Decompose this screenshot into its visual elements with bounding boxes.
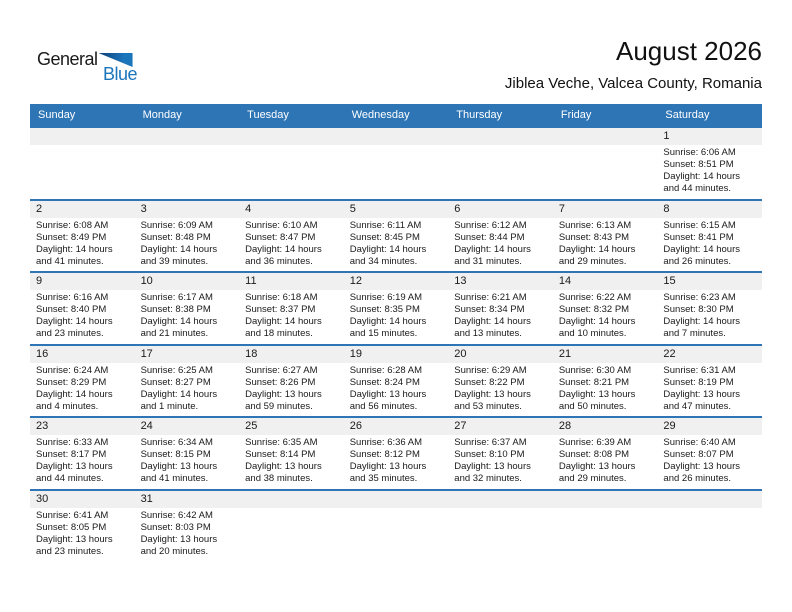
day-number: 2 <box>30 201 135 218</box>
daylight-text-line1: Daylight: 13 hours <box>454 388 531 400</box>
daylight-text-line2: and 41 minutes. <box>140 473 209 484</box>
daylight-text-line2: and 23 minutes. <box>36 545 104 557</box>
sunrise-text: Sunrise: 6:19 AM <box>349 292 423 303</box>
daylight-text-line1: Daylight: 14 hours <box>558 316 636 327</box>
sunrise-text: Sunrise: 6:40 AM <box>663 437 736 448</box>
day-number <box>344 128 449 145</box>
day-details <box>30 218 135 271</box>
general-blue-logo <box>37 50 137 82</box>
daylight-text-line1: Daylight: 14 hours <box>454 243 531 255</box>
day-number: 8 <box>657 201 762 218</box>
day-number <box>448 491 553 508</box>
day-cell-3 <box>135 201 240 272</box>
day-cell-empty <box>135 128 240 199</box>
daylight-text-line2: and 35 minutes. <box>349 473 418 484</box>
weekday-label-thursday: Thursday <box>456 109 503 121</box>
day-number: 28 <box>553 418 658 435</box>
day-details <box>135 435 240 488</box>
sunrise-text: Sunrise: 6:36 AM <box>349 437 423 448</box>
day-number: 11 <box>239 273 344 290</box>
day-number <box>239 491 344 508</box>
weekday-header-row <box>30 104 762 126</box>
sunrise-text: Sunrise: 6:22 AM <box>558 292 632 303</box>
daylight-text-line1: Daylight: 13 hours <box>245 388 322 400</box>
daylight-text-line1: Daylight: 13 hours <box>663 388 740 400</box>
day-cell-6 <box>448 201 553 272</box>
sunset-text: Sunset: 8:26 PM <box>245 376 316 388</box>
day-number: 19 <box>344 346 449 363</box>
day-cell-empty <box>553 491 658 562</box>
sunrise-text: Sunrise: 6:34 AM <box>140 437 213 448</box>
daylight-text-line2: and 50 minutes. <box>558 400 627 412</box>
sunset-text: Sunset: 8:14 PM <box>245 449 316 460</box>
daylight-text-line1: Daylight: 14 hours <box>663 243 740 255</box>
weekday-label-tuesday: Tuesday <box>247 109 289 121</box>
sunrise-text: Sunrise: 6:33 AM <box>36 437 109 448</box>
sunrise-text: Sunrise: 6:09 AM <box>140 219 213 231</box>
daylight-text-line1: Daylight: 14 hours <box>140 243 218 255</box>
sunrise-text: Sunrise: 6:25 AM <box>140 364 213 376</box>
sunrise-text: Sunrise: 6:21 AM <box>454 292 527 303</box>
sunrise-text: Sunrise: 6:41 AM <box>36 509 109 521</box>
daylight-text-line2: and 41 minutes. <box>36 255 104 267</box>
sunset-text: Sunset: 8:40 PM <box>36 304 107 315</box>
day-number: 14 <box>553 273 658 290</box>
sunrise-text: Sunrise: 6:35 AM <box>245 437 318 448</box>
day-cell-empty <box>239 128 344 199</box>
daylight-text-line1: Daylight: 14 hours <box>245 316 322 327</box>
day-number: 31 <box>135 491 240 508</box>
daylight-text-line2: and 23 minutes. <box>36 328 104 339</box>
day-details <box>30 363 135 416</box>
week-row <box>30 271 762 344</box>
day-number: 3 <box>135 201 240 218</box>
day-number: 24 <box>135 418 240 435</box>
sunrise-text: Sunrise: 6:31 AM <box>663 364 736 376</box>
sunset-text: Sunset: 8:17 PM <box>36 449 107 460</box>
sunset-text: Sunset: 8:34 PM <box>454 304 525 315</box>
calendar-weeks <box>30 126 762 561</box>
sunrise-text: Sunrise: 6:13 AM <box>558 219 632 231</box>
day-details <box>239 435 344 488</box>
sunset-text: Sunset: 8:22 PM <box>454 376 525 388</box>
daylight-text-line1: Daylight: 14 hours <box>36 243 113 255</box>
day-details <box>448 363 553 416</box>
day-details <box>30 508 135 561</box>
sunrise-text: Sunrise: 6:18 AM <box>245 292 318 303</box>
day-number: 5 <box>344 201 449 218</box>
daylight-text-line1: Daylight: 13 hours <box>36 533 113 545</box>
daylight-text-line2: and 4 minutes. <box>36 400 99 412</box>
daylight-text-line2: and 44 minutes. <box>36 473 104 484</box>
day-cell-18 <box>239 346 344 417</box>
sunrise-text: Sunrise: 6:06 AM <box>663 147 736 158</box>
week-row <box>30 126 762 199</box>
day-cell-4 <box>239 201 344 272</box>
day-cell-20 <box>448 346 553 417</box>
day-details <box>344 218 449 271</box>
daylight-text-line1: Daylight: 13 hours <box>558 461 636 472</box>
sunset-text: Sunset: 8:44 PM <box>454 231 525 243</box>
day-number: 7 <box>553 201 658 218</box>
day-cell-8 <box>657 201 762 272</box>
day-details <box>30 435 135 488</box>
day-details <box>553 435 658 488</box>
day-number <box>135 128 240 145</box>
day-cell-13 <box>448 273 553 344</box>
daylight-text-line2: and 1 minute. <box>140 400 199 412</box>
daylight-text-line2: and 21 minutes. <box>140 328 209 339</box>
sunrise-text: Sunrise: 6:24 AM <box>36 364 109 376</box>
daylight-text-line2: and 26 minutes. <box>663 473 732 484</box>
day-details <box>657 435 762 488</box>
day-details <box>344 435 449 488</box>
day-details <box>448 218 553 271</box>
sunset-text: Sunset: 8:03 PM <box>140 521 211 533</box>
sunrise-text: Sunrise: 6:17 AM <box>140 292 213 303</box>
day-cell-11 <box>239 273 344 344</box>
daylight-text-line2: and 29 minutes. <box>558 473 627 484</box>
day-cell-12 <box>344 273 449 344</box>
day-details <box>30 290 135 343</box>
day-number: 1 <box>657 128 762 145</box>
daylight-text-line1: Daylight: 14 hours <box>663 316 740 327</box>
day-cell-17 <box>135 346 240 417</box>
day-cell-26 <box>344 418 449 489</box>
day-number <box>553 128 658 145</box>
sunset-text: Sunset: 8:12 PM <box>349 449 420 460</box>
sunset-text: Sunset: 8:41 PM <box>663 231 734 243</box>
title-block <box>505 36 762 93</box>
day-number: 18 <box>239 346 344 363</box>
sunrise-text: Sunrise: 6:28 AM <box>349 364 423 376</box>
sunset-text: Sunset: 8:35 PM <box>349 304 420 315</box>
day-number: 6 <box>448 201 553 218</box>
day-number: 20 <box>448 346 553 363</box>
daylight-text-line1: Daylight: 14 hours <box>349 243 427 255</box>
sunset-text: Sunset: 8:37 PM <box>245 304 316 315</box>
sunrise-text: Sunrise: 6:42 AM <box>140 509 213 521</box>
day-number: 29 <box>657 418 762 435</box>
daylight-text-line1: Daylight: 14 hours <box>558 243 636 255</box>
weekday-label-wednesday: Wednesday <box>351 109 410 121</box>
sunrise-text: Sunrise: 6:37 AM <box>454 437 527 448</box>
day-cell-empty <box>239 491 344 562</box>
day-number: 27 <box>448 418 553 435</box>
daylight-text-line1: Daylight: 13 hours <box>558 388 636 400</box>
day-cell-empty <box>30 128 135 199</box>
sunset-text: Sunset: 8:38 PM <box>140 304 211 315</box>
day-details <box>239 218 344 271</box>
daylight-text-line1: Daylight: 14 hours <box>454 316 531 327</box>
sunset-text: Sunset: 8:49 PM <box>36 231 107 243</box>
sunset-text: Sunset: 8:15 PM <box>140 449 211 460</box>
sunrise-text: Sunrise: 6:10 AM <box>245 219 318 231</box>
day-cell-31 <box>135 491 240 562</box>
daylight-text-line1: Daylight: 14 hours <box>140 388 218 400</box>
weekday-label-monday: Monday <box>142 109 182 121</box>
day-cell-empty <box>344 128 449 199</box>
sunset-text: Sunset: 8:07 PM <box>663 449 734 460</box>
sunset-text: Sunset: 8:47 PM <box>245 231 316 243</box>
day-details <box>344 363 449 416</box>
day-cell-empty <box>344 491 449 562</box>
daylight-text-line2: and 56 minutes. <box>349 400 418 412</box>
day-cell-1 <box>657 128 762 199</box>
day-details <box>657 145 762 198</box>
daylight-text-line1: Daylight: 14 hours <box>245 243 322 255</box>
day-number <box>30 128 135 145</box>
daylight-text-line2: and 34 minutes. <box>349 255 418 267</box>
daylight-text-line2: and 36 minutes. <box>245 255 313 267</box>
sunset-text: Sunset: 8:24 PM <box>349 376 420 388</box>
day-number: 10 <box>135 273 240 290</box>
daylight-text-line2: and 7 minutes. <box>663 328 726 339</box>
daylight-text-line2: and 20 minutes. <box>140 545 209 557</box>
day-details <box>553 218 658 271</box>
day-details <box>135 508 240 561</box>
day-cell-empty <box>448 491 553 562</box>
sunset-text: Sunset: 8:19 PM <box>663 376 734 388</box>
sunrise-text: Sunrise: 6:27 AM <box>245 364 318 376</box>
daylight-text-line2: and 39 minutes. <box>140 255 209 267</box>
daylight-text-line2: and 44 minutes. <box>663 183 732 194</box>
daylight-text-line2: and 59 minutes. <box>245 400 313 412</box>
day-number: 17 <box>135 346 240 363</box>
day-details <box>657 218 762 271</box>
sunrise-text: Sunrise: 6:39 AM <box>558 437 632 448</box>
day-number: 25 <box>239 418 344 435</box>
weekday-label-saturday: Saturday <box>665 109 710 121</box>
daylight-text-line2: and 26 minutes. <box>663 255 732 267</box>
daylight-text-line2: and 47 minutes. <box>663 400 732 412</box>
day-number <box>239 128 344 145</box>
daylight-text-line2: and 10 minutes. <box>558 328 627 339</box>
day-number: 9 <box>30 273 135 290</box>
daylight-text-line1: Daylight: 13 hours <box>245 461 322 472</box>
sunset-text: Sunset: 8:30 PM <box>663 304 734 315</box>
sunset-text: Sunset: 8:43 PM <box>558 231 630 243</box>
day-cell-30 <box>30 491 135 562</box>
day-number: 26 <box>344 418 449 435</box>
day-number <box>344 491 449 508</box>
week-row <box>30 489 762 562</box>
day-number: 15 <box>657 273 762 290</box>
daylight-text-line1: Daylight: 13 hours <box>349 461 427 472</box>
day-cell-21 <box>553 346 658 417</box>
sunrise-text: Sunrise: 6:29 AM <box>454 364 527 376</box>
week-row <box>30 199 762 272</box>
weekday-label-friday: Friday <box>560 109 592 121</box>
day-cell-22 <box>657 346 762 417</box>
day-cell-15 <box>657 273 762 344</box>
day-details <box>239 363 344 416</box>
day-cell-29 <box>657 418 762 489</box>
sunset-text: Sunset: 8:10 PM <box>454 449 525 460</box>
day-number: 13 <box>448 273 553 290</box>
logo-text-general: General <box>37 49 98 69</box>
day-details <box>239 290 344 343</box>
day-cell-5 <box>344 201 449 272</box>
day-cell-9 <box>30 273 135 344</box>
week-row <box>30 344 762 417</box>
daylight-text-line1: Daylight: 14 hours <box>349 316 427 327</box>
day-details <box>657 363 762 416</box>
calendar-table <box>30 104 762 561</box>
day-cell-25 <box>239 418 344 489</box>
week-row <box>30 416 762 489</box>
daylight-text-line1: Daylight: 14 hours <box>36 388 113 400</box>
daylight-text-line2: and 53 minutes. <box>454 400 522 412</box>
day-number: 23 <box>30 418 135 435</box>
sunset-text: Sunset: 8:45 PM <box>349 231 420 243</box>
day-number <box>553 491 658 508</box>
daylight-text-line1: Daylight: 14 hours <box>140 316 218 327</box>
day-number: 30 <box>30 491 135 508</box>
day-details <box>657 290 762 343</box>
day-details <box>448 290 553 343</box>
daylight-text-line1: Daylight: 13 hours <box>140 533 218 545</box>
day-details <box>553 363 658 416</box>
day-cell-empty <box>553 128 658 199</box>
sunrise-text: Sunrise: 6:16 AM <box>36 292 109 303</box>
daylight-text-line2: and 15 minutes. <box>349 328 418 339</box>
sunset-text: Sunset: 8:32 PM <box>558 304 630 315</box>
day-cell-28 <box>553 418 658 489</box>
day-cell-23 <box>30 418 135 489</box>
sunrise-text: Sunrise: 6:30 AM <box>558 364 632 376</box>
page-subtitle: Jiblea Veche, Valcea County, Romania <box>504 75 762 92</box>
day-details <box>448 435 553 488</box>
day-number: 12 <box>344 273 449 290</box>
daylight-text-line1: Daylight: 13 hours <box>454 461 531 472</box>
page-title: August 2026 <box>615 36 762 66</box>
daylight-text-line1: Daylight: 13 hours <box>36 461 113 472</box>
weekday-label-sunday: Sunday <box>38 109 76 121</box>
daylight-text-line2: and 38 minutes. <box>245 473 313 484</box>
daylight-text-line2: and 32 minutes. <box>454 473 522 484</box>
daylight-text-line1: Daylight: 14 hours <box>36 316 113 327</box>
day-number: 22 <box>657 346 762 363</box>
sunset-text: Sunset: 8:48 PM <box>140 231 211 243</box>
day-number <box>657 491 762 508</box>
sunrise-text: Sunrise: 6:15 AM <box>663 219 736 231</box>
day-number: 21 <box>553 346 658 363</box>
daylight-text-line2: and 29 minutes. <box>558 255 627 267</box>
day-cell-19 <box>344 346 449 417</box>
daylight-text-line1: Daylight: 13 hours <box>663 461 740 472</box>
day-number: 16 <box>30 346 135 363</box>
sunrise-text: Sunrise: 6:11 AM <box>349 219 422 231</box>
sunrise-text: Sunrise: 6:23 AM <box>663 292 736 303</box>
day-cell-16 <box>30 346 135 417</box>
day-details <box>135 218 240 271</box>
day-details <box>553 290 658 343</box>
logo-text-blue: Blue <box>102 64 137 84</box>
sunrise-text: Sunrise: 6:12 AM <box>454 219 527 231</box>
day-details <box>135 363 240 416</box>
day-cell-24 <box>135 418 240 489</box>
daylight-text-line2: and 31 minutes. <box>454 255 522 267</box>
day-cell-empty <box>657 491 762 562</box>
day-details <box>344 290 449 343</box>
sunrise-text: Sunrise: 6:08 AM <box>36 219 109 231</box>
daylight-text-line1: Daylight: 13 hours <box>140 461 218 472</box>
daylight-text-line1: Daylight: 14 hours <box>663 171 740 182</box>
daylight-text-line1: Daylight: 13 hours <box>349 388 427 400</box>
sunset-text: Sunset: 8:51 PM <box>663 159 734 170</box>
day-cell-10 <box>135 273 240 344</box>
day-details <box>135 290 240 343</box>
daylight-text-line2: and 18 minutes. <box>245 328 313 339</box>
sunset-text: Sunset: 8:27 PM <box>140 376 211 388</box>
sunset-text: Sunset: 8:05 PM <box>36 521 107 533</box>
day-cell-27 <box>448 418 553 489</box>
sunset-text: Sunset: 8:21 PM <box>558 376 630 388</box>
day-number: 4 <box>239 201 344 218</box>
day-cell-7 <box>553 201 658 272</box>
day-number <box>448 128 553 145</box>
day-cell-2 <box>30 201 135 272</box>
day-cell-empty <box>448 128 553 199</box>
sunset-text: Sunset: 8:29 PM <box>36 376 107 388</box>
daylight-text-line2: and 13 minutes. <box>454 328 522 339</box>
day-cell-14 <box>553 273 658 344</box>
sunset-text: Sunset: 8:08 PM <box>558 449 630 460</box>
